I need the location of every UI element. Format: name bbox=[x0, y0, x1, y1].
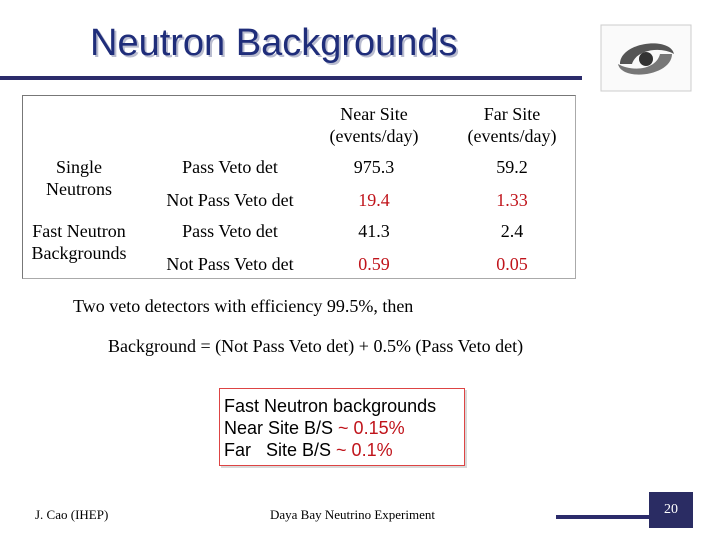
cell-far-value: 2.4 bbox=[500, 221, 524, 241]
header-near-site-line2: (events/day) bbox=[329, 126, 419, 146]
note-veto-efficiency: Two veto detectors with efficiency 99.5%, then bbox=[73, 296, 414, 316]
callout-far-value: ~ 0.1% bbox=[336, 440, 393, 460]
footer-author: J. Cao (IHEP) bbox=[35, 507, 109, 522]
group-label-single-neutrons bbox=[22, 156, 136, 200]
cell-near-value: 975.3 bbox=[353, 157, 395, 177]
callout-far-label: Far Site B/S bbox=[224, 440, 337, 460]
row-condition: Not Pass Veto det bbox=[166, 190, 294, 210]
cell-near-value: 0.59 bbox=[358, 254, 390, 274]
footer-rule bbox=[556, 515, 656, 519]
callout-near-line bbox=[224, 417, 464, 439]
row-condition: Pass Veto det bbox=[182, 221, 278, 241]
callout-heading: Fast Neutron backgrounds bbox=[224, 396, 437, 416]
slide-title: Neutron Backgrounds bbox=[90, 22, 458, 64]
summary-callout-box bbox=[219, 388, 465, 466]
cell-far-value: 0.05 bbox=[496, 254, 528, 274]
header-far-site-line1: Far Site bbox=[483, 104, 541, 124]
row-condition: Pass Veto det bbox=[182, 157, 278, 177]
header-near-site bbox=[312, 103, 436, 147]
callout-near-label: Near Site B/S bbox=[224, 418, 339, 438]
cell-far-value: 59.2 bbox=[496, 157, 528, 177]
group-label-line2: Neutrons bbox=[46, 179, 112, 199]
note-background-formula: Background = (Not Pass Veto det) + 0.5% (Pass Veto det) bbox=[108, 336, 524, 356]
ihep-logo-icon bbox=[600, 24, 692, 92]
page-number: 20 bbox=[649, 492, 693, 528]
cell-near-value: 41.3 bbox=[358, 221, 390, 241]
group-label-line1: Fast Neutron bbox=[32, 221, 126, 241]
header-far-site bbox=[448, 103, 576, 147]
row-condition: Not Pass Veto det bbox=[166, 254, 294, 274]
group-label-fast-neutron bbox=[22, 220, 136, 264]
header-far-site-line2: (events/day) bbox=[467, 126, 557, 146]
group-label-line2: Backgrounds bbox=[31, 243, 127, 263]
callout-near-value: ~ 0.15% bbox=[338, 418, 405, 438]
group-label-line1: Single bbox=[55, 157, 102, 177]
cell-near-value: 19.4 bbox=[358, 190, 390, 210]
header-near-site-line1: Near Site bbox=[340, 104, 408, 124]
cell-far-value: 1.33 bbox=[496, 190, 528, 210]
title-underline bbox=[0, 76, 582, 80]
footer-experiment: Daya Bay Neutrino Experiment bbox=[270, 507, 435, 522]
callout-far-line bbox=[224, 439, 464, 461]
